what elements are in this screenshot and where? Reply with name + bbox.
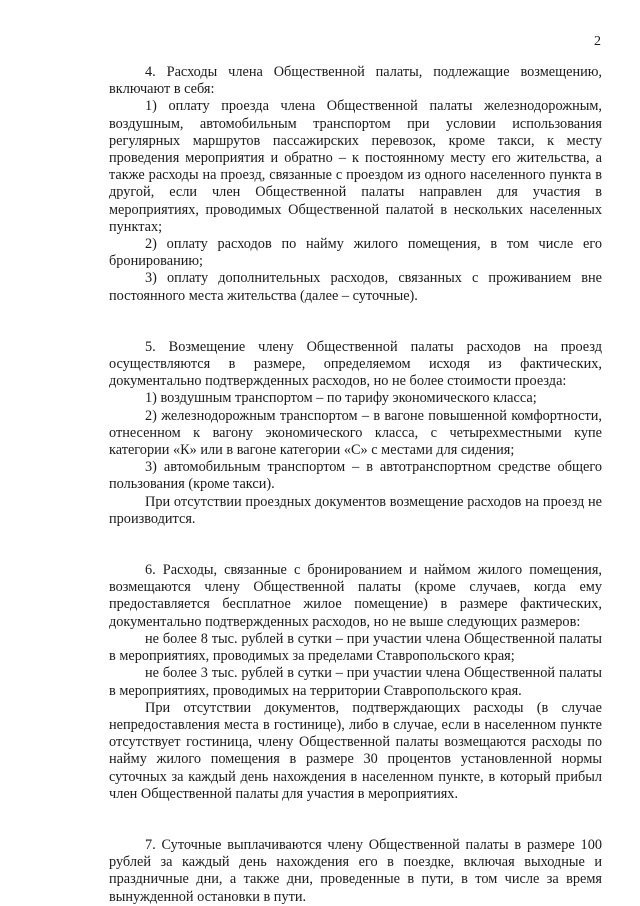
paragraph: 2) оплату расходов по найму жилого помещения, в том числе его бронированию; <box>109 236 602 270</box>
paragraph: не более 8 тыс. рублей в сутки – при участии члена Общественной палаты в мероприятиях, проводимых за пределами Ставропольского края; <box>109 630 602 665</box>
paragraph: 5. Возмещение члену Общественной палаты расходов на проезд осуществляются в размере, определяемом исходя из фактических, документально подтвержденных расходов, но не более стоимости проезда: <box>109 338 602 390</box>
document-body <box>109 64 602 906</box>
paragraph: При отсутствии документов, подтверждающих расходы (в случае непредоставления места в гостинице), либо в случае, если в населенном пункте отсутствует гостиница, члену Общественной палаты возмещаются расходы по найму жилого помещения в размере 30 процентов установленной нормы суточных за каждый день нахождения в населенном пункте, в который прибыл член Общественной палаты для участия в мероприятиях. <box>109 699 602 802</box>
paragraph: 1) оплату проезда члена Общественной палаты железнодорожным, воздушным, автомобильным транспортом при условии использования регулярных маршрутов пассажирских перевозок, кроме такси, к месту проведения мероприятия и обратно – к постоянному месту его жительства, а также расходы на проезд, связанные с проездом из одного населенного пункта в другой, если член Общественной палаты направлен для участия в мероприятиях, проводимых Общественной палатой в нескольких населенных пунктах; <box>109 98 602 235</box>
section-item-6 <box>109 562 602 803</box>
paragraph: 6. Расходы, связанные с бронированием и наймом жилого помещения, возмещаются члену Общественной палаты (кроме случаев, когда ему предоставляется бесплатное жилое помещение) в размере фактических, документально подтвержденных расходов, но не выше следующих размеров: <box>109 562 602 630</box>
paragraph: 1) воздушным транспортом – по тарифу экономического класса; <box>145 390 537 407</box>
paragraph: 4. Расходы члена Общественной палаты, подлежащие возмещению, включают в себя: <box>109 64 602 98</box>
paragraph: 7. Суточные выплачиваются члену Общественной палаты в размере 100 рублей за каждый день нахождения его в поездке, включая выходные и праздничные дни, а также дни, проведенные в пути, в том числе за время вынужденной остановки в пути. <box>109 836 602 905</box>
section-item-4 <box>109 64 602 305</box>
paragraph: 3) автомобильным транспортом – в автотранспортном средстве общего пользования (кроме такси). <box>109 459 602 493</box>
paragraph: 3) оплату дополнительных расходов, связанных с проживанием вне постоянного места жительства (далее – суточные). <box>109 270 602 304</box>
paragraph: При отсутствии проездных документов возмещение расходов на проезд не производится. <box>109 493 602 527</box>
paragraph: 2) железнодорожным транспортом – в вагоне повышенной комфортности, отнесенном к вагону экономического класса, с четырехместными купе категории «К» или в вагоне категории «С» с местами для сидения; <box>109 407 602 459</box>
section-item-7 <box>109 837 602 906</box>
section-item-5 <box>109 339 602 528</box>
paragraph: не более 3 тыс. рублей в сутки – при участии члена Общественной палаты в мероприятиях, проводимых на территории Ставропольского края. <box>109 665 602 699</box>
page-number: 2 <box>594 34 601 49</box>
